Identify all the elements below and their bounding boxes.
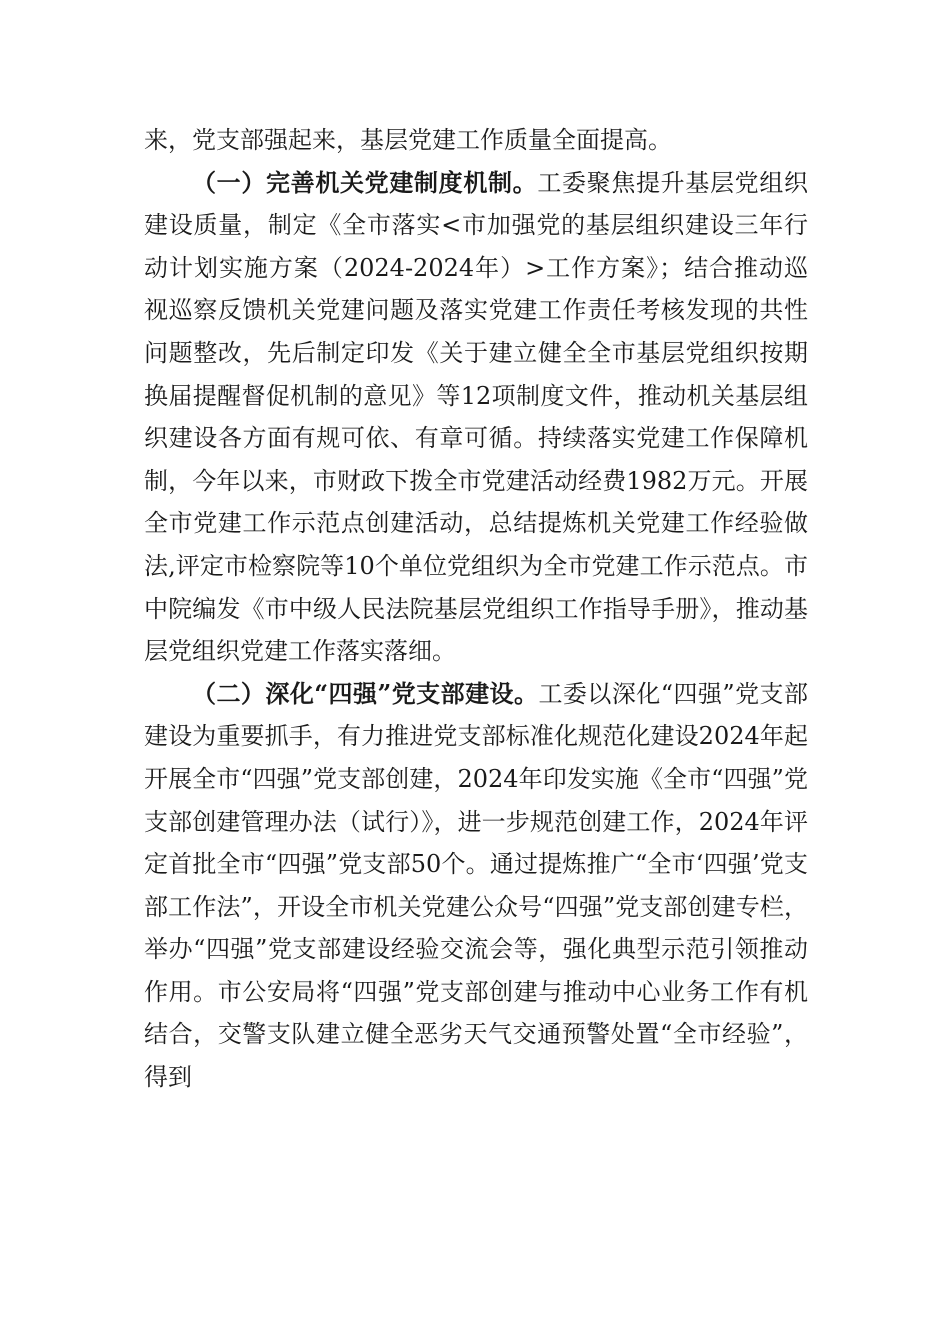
section-heading: （二）深化“四强”党支部建设。	[192, 678, 539, 708]
paragraph-text: 工委以深化“四强”党支部建设为重要抓手，有力推进党支部标准化规范化建设2024年起开展全市“四强”党支部创建，2024年印发实施《全市“四强”党支部创建管理办法（试行）》，进一步规范创建工作，2024年评定首批全市“四强”党支部50个。通过提炼推广“全市‘四强’党支部工作法”，开设全市机关党建公众号“四强”党支部创建专栏，举办“四强”党支部建设经验交流会等，强化典型示范引领推动作用。市公安局将“四强”党支部创建与推动中心业务工作有机结合，交警支队建立健全恶劣天气交通预警处置“全市经验”，得到	[144, 679, 809, 1092]
paragraph-text: 工委聚焦提升基层党组织建设质量，制定《全市落实<市加强党的基层组织建设三年行动计划实施方案（2024-2024年）>工作方案》；结合推动巡视巡察反馈机关党建问题及落实党建工作责任考核发现的共性问题整改，先后制定印发《关于建立健全全市基层党组织按期换届提醒督促机制的意见》等12项制度文件，推动机关基层组织建设各方面有规可依、有章可循。持续落实党建工作保障机制，今年以来，市财政下拨全市党建活动经费1982万元。开展全市党建工作示范点创建活动，总结提炼机关党建工作经验做法,评定市检察院等10个单位党组织为全市党建工作示范点。市中院编发《市中级人民法院基层党组织工作指导手册》，推动基层党组织党建工作落实落细。	[144, 168, 809, 666]
document-body	[144, 119, 808, 1099]
paragraph-text: 来，党支部强起来，基层党建工作质量全面提高。	[144, 126, 672, 154]
section-heading: （一）完善机关党建制度机制。	[192, 167, 538, 197]
paragraph-section-2	[144, 673, 808, 1099]
paragraph-section-1	[144, 162, 808, 673]
paragraph-continuation	[144, 119, 808, 162]
